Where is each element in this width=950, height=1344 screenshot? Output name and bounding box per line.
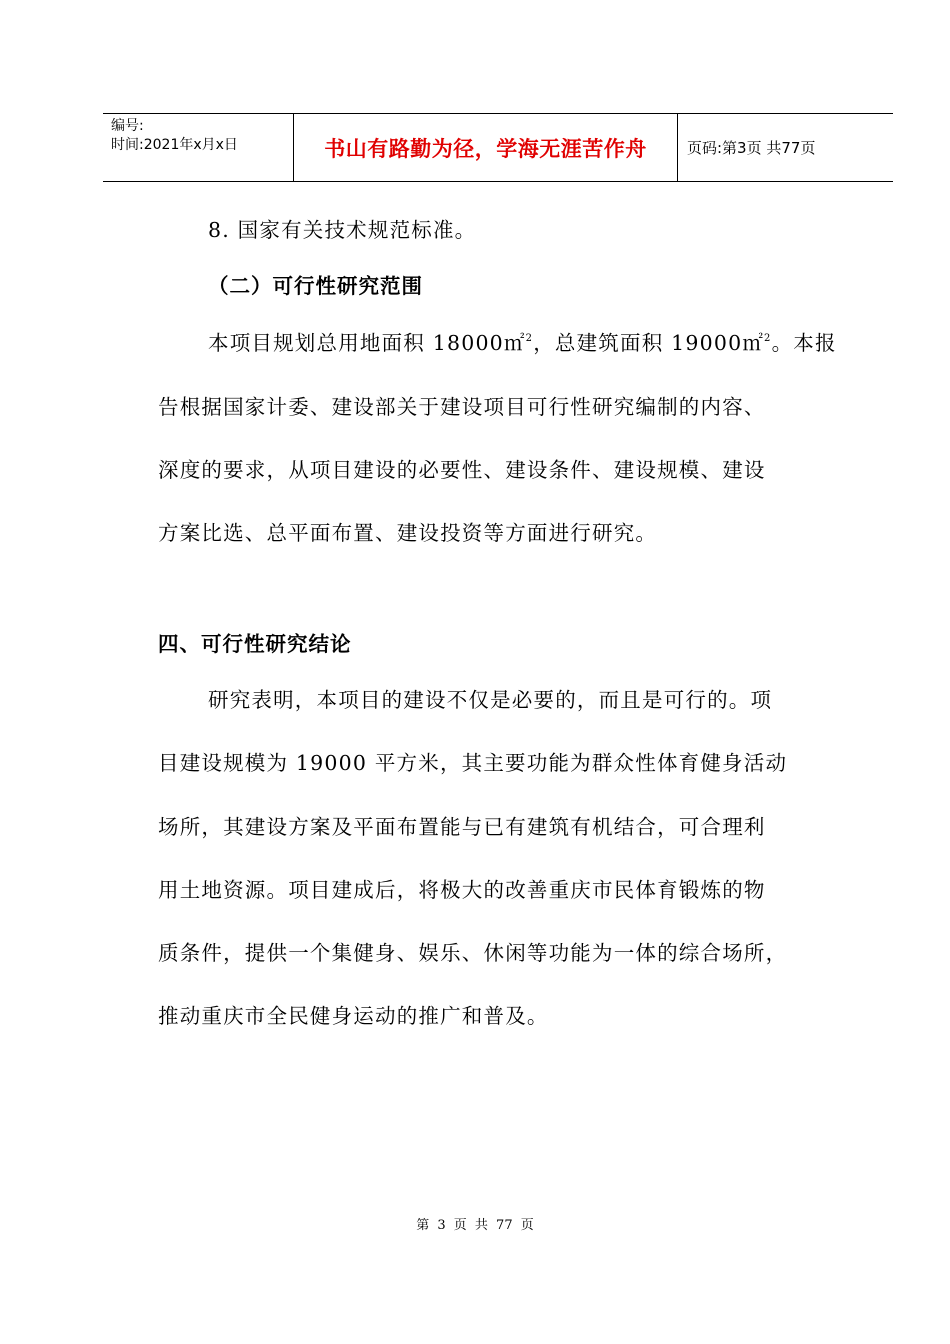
conclusion-line-4: 用土地资源。项目建成后，将极大的改善重庆市民体育锻炼的物 [158,878,766,902]
header-divider-right [677,114,678,181]
superscript-2: 2 [764,333,772,344]
conclusion-line-2: 目建设规模为 19000 平方米，其主要功能为群众性体育健身活动 [158,751,788,775]
document-header [103,113,893,182]
scope-paragraph-line-1 [208,326,837,356]
section-4-heading: 四、可行性研究结论 [158,632,352,656]
section-2-heading: （二）可行性研究范围 [208,274,423,298]
header-page-info: 页码:第3页 共77页 [687,139,816,157]
scope-paragraph-line-3: 深度的要求，从项目建设的必要性、建设条件、建设规模、建设 [158,458,766,482]
scope-paragraph-line-2: 告根据国家计委、建设部关于建设项目可行性研究编制的内容、 [158,395,766,419]
superscript-2: 2 [525,333,534,344]
scope-paragraph-line-4: 方案比选、总平面布置、建设投资等方面进行研究。 [158,521,658,545]
scope-text-a: 本项目规划总用地面积 18000㎡ [208,331,526,355]
conclusion-line-6: 推动重庆市全民健身运动的推广和普及。 [158,1004,549,1028]
conclusion-line-1: 研究表明，本项目的建设不仅是必要的，而且是可行的。项 [208,688,773,712]
item-8-text: 8. 国家有关技术规范标准。 [208,218,477,242]
scope-text-b: ，总建筑面积 19000㎡ [533,331,765,355]
conclusion-line-5: 质条件，提供一个集健身、娱乐、休闲等功能为一体的综合场所， [158,941,788,965]
page-footer: 第 3 页 共 77 页 [416,1218,534,1233]
header-motto: 书山有路勤为径，学海无涯苦作舟 [324,136,647,161]
scope-text-c: 。本报 [771,331,837,355]
code-label: 编号: [111,118,144,134]
time-label: 时间:2021年x月x日 [111,137,238,153]
header-meta [111,117,238,155]
conclusion-line-3: 场所，其建设方案及平面布置能与已有建筑有机结合，可合理利 [158,815,766,839]
